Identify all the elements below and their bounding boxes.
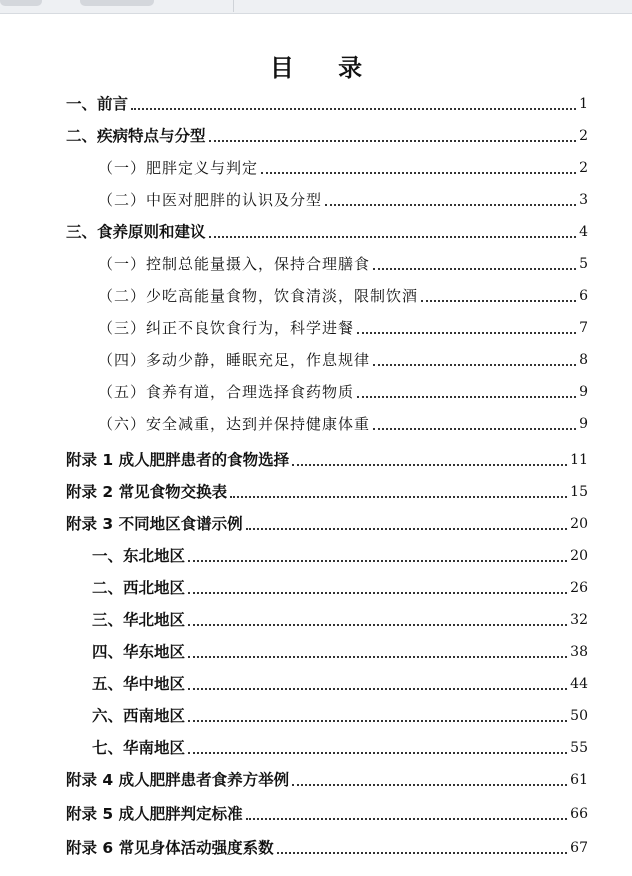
toc-page-number: 7 [579,320,588,336]
toc-entry[interactable] [0,574,632,602]
toc-dot-leader [246,528,567,530]
toc-entry-label: 三、华北地区 [92,611,186,629]
toc-entry[interactable] [0,154,632,182]
toc-entry-label: 六、西南地区 [92,707,186,725]
toc-dot-leader [373,364,576,366]
toc-dot-leader [188,720,567,722]
toc-dot-leader [325,204,576,206]
toc-page-number: 20 [570,548,588,564]
toc-entry[interactable] [0,410,632,438]
toc-entry-label: 一、前言 [66,95,129,113]
toc-page-number: 15 [570,484,588,500]
toc-entry-label: 二、疾病特点与分型 [66,127,206,145]
toc-page-number: 32 [570,612,588,628]
toc-entry[interactable] [0,122,632,150]
toc-entry-label: 附录 5 成人肥胖判定标准 [66,805,243,823]
toc-entry[interactable] [0,766,632,794]
toc-page-number: 38 [570,644,588,660]
toc-entry-label: （二）中医对肥胖的认识及分型 [98,191,323,209]
toc-entry-label: （四）多动少静，睡眠充足，作息规律 [98,351,371,369]
toc-page-number: 1 [579,96,588,112]
toc-entry-label: （五）食养有道，合理选择食药物质 [98,383,355,401]
toc-page-number: 8 [579,352,588,368]
toc-dot-leader [261,172,576,174]
viewer-tab-bar [0,0,632,14]
toc-entry-label: 附录 2 常见食物交换表 [66,483,228,501]
page-title: 目 录 [269,53,381,82]
toc-page-number: 67 [570,840,588,856]
toc-entry-label: 二、西北地区 [92,579,186,597]
toc-entry-label: 三、食养原则和建议 [66,223,206,241]
toc-entry[interactable] [0,542,632,570]
toc-entry-label: 七、华南地区 [92,739,186,757]
toc-entry-label: 一、东北地区 [92,547,186,565]
toc-dot-leader [188,688,567,690]
toc-entry-label: 五、华中地区 [92,675,186,693]
toc-entry[interactable] [0,702,632,730]
toc-dot-leader [292,464,567,466]
toc-entry-label: （三）纠正不良饮食行为，科学进餐 [98,319,355,337]
toc-page-number: 3 [579,192,588,208]
toc-entry-label: 附录 6 常见身体活动强度系数 [66,839,274,857]
toc-entry[interactable] [0,510,632,538]
toc-entry[interactable] [0,378,632,406]
toc-page-number: 9 [579,416,588,432]
toc-page-number: 20 [570,516,588,532]
toc-entry[interactable] [0,478,632,506]
toc-page-number: 55 [570,740,588,756]
toc-page-number: 2 [579,160,588,176]
toc-entry-label: 四、华东地区 [92,643,186,661]
toc-page-number: 26 [570,580,588,596]
toc-entry[interactable] [0,250,632,278]
toc-dot-leader [230,496,567,498]
toc-dot-leader [209,236,576,238]
toc-entry[interactable] [0,446,632,474]
toc-entry-label: 附录 3 不同地区食谱示例 [66,515,243,533]
toc-entry[interactable] [0,186,632,214]
toc-page-number: 2 [579,128,588,144]
toc-entry[interactable] [0,638,632,666]
toc-entry[interactable] [0,314,632,342]
toc-dot-leader [188,592,567,594]
toc-entry[interactable] [0,834,632,862]
toc-dot-leader [188,560,567,562]
toc-dot-leader [292,784,567,786]
toc-entry[interactable] [0,606,632,634]
tab-separator [233,0,234,12]
toc-page-number: 50 [570,708,588,724]
toc-entry[interactable] [0,734,632,762]
toc-entry-label: 附录 1 成人肥胖患者的食物选择 [66,451,290,469]
toc-dot-leader [421,300,576,302]
toc-page-number: 44 [570,676,588,692]
toc-entry[interactable] [0,670,632,698]
toc-dot-leader [373,268,576,270]
toc-page-number: 5 [579,256,588,272]
toc-dot-leader [209,140,576,142]
toc-entry[interactable] [0,346,632,374]
toc-page-number: 11 [570,452,588,468]
toc-dot-leader [131,108,576,110]
toc-page-number: 9 [579,384,588,400]
toc-entry-label: （二）少吃高能量食物，饮食清淡，限制饮酒 [98,287,419,305]
toc-dot-leader [357,332,576,334]
toc-page-number: 4 [579,224,588,240]
toc-entry[interactable] [0,282,632,310]
toc-entry[interactable] [0,800,632,828]
toc-entry[interactable] [0,90,632,118]
toc-dot-leader [188,752,567,754]
toc-dot-leader [188,656,567,658]
toc-dot-leader [188,624,567,626]
toc-page-number: 6 [579,288,588,304]
toc-entry-label: 附录 4 成人肥胖患者食养方举例 [66,771,290,789]
viewer-tab[interactable] [80,0,154,6]
viewer-tab[interactable] [0,0,42,6]
toc-page-number: 66 [570,806,588,822]
toc-dot-leader [277,852,567,854]
toc-dot-leader [246,818,567,820]
toc-entry[interactable] [0,218,632,246]
toc-page-number: 61 [570,772,588,788]
toc-dot-leader [357,396,576,398]
toc-entry-label: （一）肥胖定义与判定 [98,159,259,177]
toc-dot-leader [373,428,576,430]
toc-entry-label: （一）控制总能量摄入，保持合理膳食 [98,255,371,273]
toc-entry-label: （六）安全减重，达到并保持健康体重 [98,415,371,433]
